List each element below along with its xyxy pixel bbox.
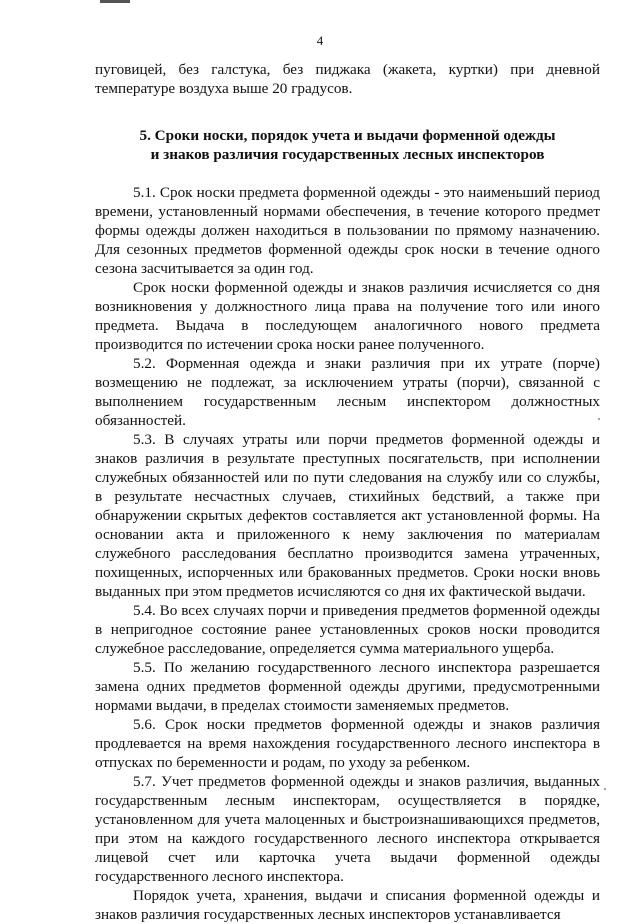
paragraph-5-7: 5.7. Учет предметов форменной одежды и знаков различия, выданных государственным лесным инспекторам, осуществляется в порядке, установленном для учета малоценных и быстроизнашивающихся предметов, при этом на каждого государственного лесного инспектора открывается лицевой счет или карточка учета выдачи форменной одежды государственного лесного инспектора. — [95, 773, 600, 885]
paragraph-5-5: 5.5. По желанию государственного лесного инспектора разрешается замена одних предметов форменной одежды другими, предусмотренными нормами выдачи, в пределах стоимости заменяемых предметов. — [95, 659, 600, 714]
scan-mark — [100, 0, 130, 3]
paragraph-5-1: 5.1. Срок носки предмета форменной одежды - это наименьший период времени, установленный нормами обеспечения, в течение которого предмет формы одежды должен находиться в пользовании по прямому назначению. Для сезонных предметов форменной одежды срок носки в течение одного сезона засчитывается за один год. — [95, 184, 600, 277]
paragraph-5-3: 5.3. В случаях утраты или порчи предметов форменной одежды и знаков различия в результате преступных посягательств, при исполнении служебных обязанностей или по пути следования на службу или со службы, в результате несчастных случаев, стихийных бедствий, а также при обнаружении скрытых дефектов составляется акт установленной формы. На основании акта и приложенного к нему заключения по материалам служебного расследования бесплатно производится замена утраченных, похищенных, испорченных или бракованных предметов. Сроки носки вновь выданных при этом предметов исчисляются со дня их фактической выдачи. — [95, 431, 600, 600]
paragraph-procedure: Порядок учета, хранения, выдачи и списания форменной одежды и знаков различия государственных лесных инспекторов устанавливается — [95, 887, 600, 923]
paragraph-wear-term: Срок носки форменной одежды и знаков различия исчисляется со дня возникновения у должностного лица права на получение того или иного предмета. Выдача в последующем аналогичного нового предмета производится по истечении срока носки ранее полученного. — [95, 279, 600, 353]
section-heading-line-1: 5. Сроки носки, порядок учета и выдачи форменной одежды — [139, 127, 556, 144]
intro-paragraph: пуговицей, без галстука, без пиджака (жакета, куртки) при дневной температуре воздуха выше 20 градусов. — [95, 61, 600, 97]
scan-speck — [604, 788, 606, 790]
paragraph-5-4: 5.4. Во всех случаях порчи и приведения предметов форменной одежды в непригодное состояние ранее установленных сроков носки проводится служебное расследование, определяется сумма материального ущерба. — [95, 602, 600, 657]
section-heading-line-2: и знаков различия государственных лесных инспекторов — [150, 146, 545, 163]
page-number: 4 — [316, 33, 324, 48]
document-body — [95, 60, 600, 924]
paragraph-5-2: 5.2. Форменная одежда и знаки различия при их утрате (порче) возмещению не подлежат, за исключением утраты (порчи), связанной с выполнением государственным лесным инспектором должностных обязанностей. — [95, 355, 600, 429]
section-heading — [95, 126, 600, 164]
paragraph-5-6: 5.6. Срок носки предметов форменной одежды и знаков различия продлевается на время нахождения государственного лесного инспектора в отпусках по беременности и родам, по уходу за ребенком. — [95, 716, 600, 771]
